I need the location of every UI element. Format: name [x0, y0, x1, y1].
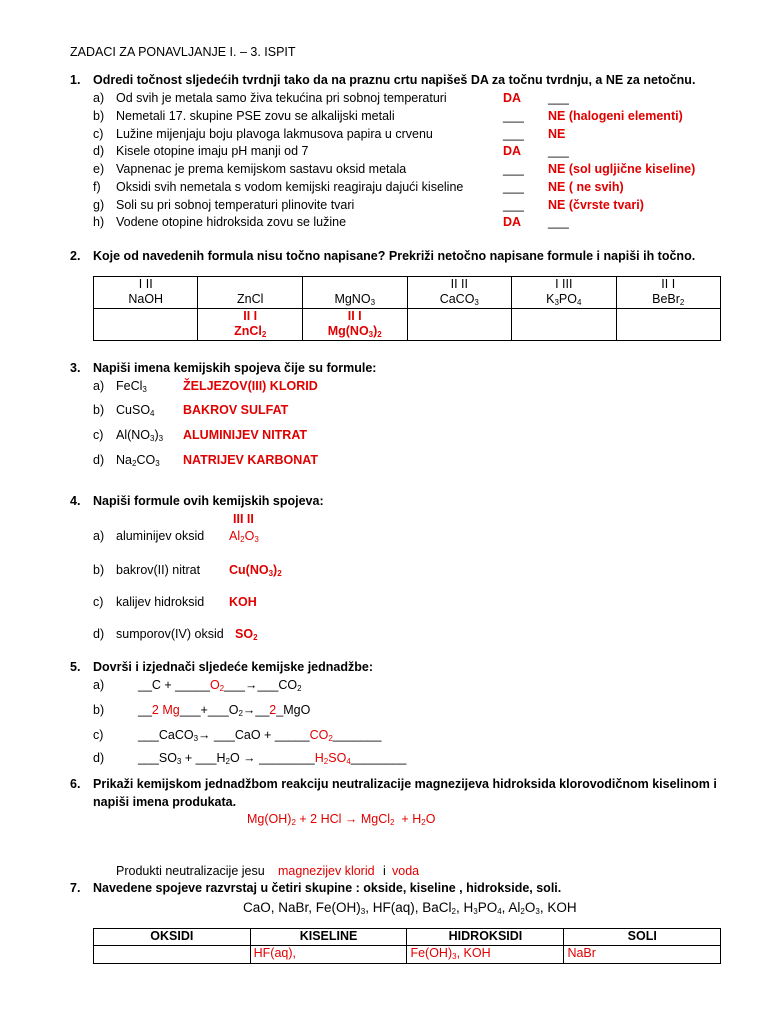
q1-answer-col1: DA: [503, 215, 522, 229]
q6-number: 6.: [70, 777, 81, 791]
page-title: ZADACI ZA PONAVLJANJE I. – 3. ISPIT: [70, 45, 296, 59]
q3-formula-d: $Na_2CO_3$: [116, 453, 160, 468]
header-soli: SOLI: [564, 929, 721, 946]
q3-answer-b: BAKROV SULFAT: [183, 403, 289, 417]
q1-answer-col2: NE: [548, 127, 566, 141]
q1-item-letter: f): [93, 180, 101, 194]
q4-answer-c: KOH: [229, 595, 257, 609]
q6-products-label: Produkti neutralizacije jesu: [116, 864, 265, 878]
header-hidroksidi: HIDROKSIDI: [407, 929, 564, 946]
answer-kiseline: HF(aq),: [250, 946, 407, 964]
classification-header-row: [94, 929, 721, 946]
q1-answer-col2: NE (halogeni elementi): [548, 109, 683, 123]
q1-answer-col2: NE ( ne svih): [548, 180, 624, 194]
q1-answer-col2: ___: [548, 215, 569, 229]
q3-answer-d: NATRIJEV KARBONAT: [183, 453, 318, 467]
q6-text-line1: Prikaži kemijskom jednadžbom reakciju neutralizacije magnezijeva hidroksida klorovodičnom kiselinom i: [93, 777, 717, 791]
q1-item-letter: e): [93, 162, 105, 176]
formula-cell-naoh: I II NaOH: [94, 277, 198, 309]
q4-item-a: aluminijev oksid: [116, 529, 205, 543]
q4-letter-d: d): [93, 627, 105, 641]
neutralization-equation: $Mg(OH)_2 + 2$ HCl → MgCl$_2$ + $H_2O$: [247, 812, 436, 827]
q5-text: Dovrši i izjednači sljedeće kemijske jednadžbe:: [93, 660, 373, 674]
q1-answer-col2: ___: [548, 144, 569, 158]
q4-valence-hint: III II: [233, 512, 254, 526]
q5-letter-d: d): [93, 751, 105, 765]
header-kiseline: KISELINE: [250, 929, 407, 946]
q1-answer-col2: NE (sol ugljične kiseline): [548, 162, 696, 176]
q2-number: 2.: [70, 249, 81, 263]
formula-cell-caco3: II II CaCO$_3$: [407, 277, 512, 309]
q4-letter-a: a): [93, 529, 105, 543]
q1-item-letter: h): [93, 215, 105, 229]
q3-letter-d: d): [93, 453, 105, 467]
q1-item-letter: c): [93, 127, 104, 141]
q1-item-letter: g): [93, 198, 105, 212]
q4-answer-d: $SO_2$: [235, 627, 258, 642]
q1-number: 1.: [70, 73, 81, 87]
q3-letter-a: a): [93, 379, 105, 393]
q1-answer-col1: DA: [503, 91, 522, 105]
formula-cell-bebr2: II I BeBr$_2$: [616, 277, 721, 309]
equation-a: __C + $\_\_\_\_\_O_2\_\_\_\to\_\_\_CO_2$: [138, 678, 302, 693]
q3-formula-a: FeCl$_3$: [116, 379, 147, 394]
q1-answer-col1: ___: [503, 162, 524, 176]
q7-compound-list: CaO, NaBr, $Fe(OH)_3$, HF(aq), BaCl$_2$, $H_3PO_4$, $Al_2O_3$, KOH: [243, 900, 577, 916]
q1-item-text: Kisele otopine imaju pH manji od 7: [116, 144, 309, 158]
q1-item-text: Vodene otopine hidroksida zovu se lužine: [116, 215, 347, 229]
q1-item-text: Soli su pri sobnoj temperaturi plinovite tvari: [116, 198, 355, 212]
q4-answer-b: $Cu(NO_3)_2$: [229, 563, 282, 578]
q4-letter-b: b): [93, 563, 105, 577]
q3-formula-c: $Al(NO_3)_3$: [116, 428, 164, 443]
q6-product2: voda: [392, 864, 420, 878]
q6-text-line2: napiši imena produkata.: [93, 795, 237, 809]
q4-number: 4.: [70, 494, 81, 508]
q4-text: Napiši formule ovih kemijskih spojeva:: [93, 494, 324, 508]
q1-item-text: Od svih je metala samo živa tekućina pri sobnoj temperaturi: [116, 91, 447, 105]
classification-table: [93, 928, 721, 964]
q3-number: 3.: [70, 361, 81, 375]
answer-hidroksidi: $Fe(OH)_3$, KOH: [407, 946, 564, 964]
q1-item-letter: d): [93, 144, 105, 158]
answer-cell-1: [94, 309, 198, 341]
answer-cell-6: [616, 309, 721, 341]
formula-cell-zncl: ZnCl: [198, 277, 302, 309]
q5-number: 5.: [70, 660, 81, 674]
q1-item-text: Oksidi svih nemetala s vodom kemijski reagiraju dajući kiseline: [116, 180, 464, 194]
q4-item-c: kalijev hidroksid: [116, 595, 205, 609]
q1-item-text: Nemetali 17. skupine PSE zovu se alkalijski metali: [116, 109, 395, 123]
q1-answer-col1: DA: [503, 144, 522, 158]
q4-item-b: bakrov(II) nitrat: [116, 563, 201, 577]
answer-cell-5: [512, 309, 616, 341]
q2-text: Koje od navedenih formula nisu točno napisane? Prekriži netočno napisane formule i napiši ih točno.: [93, 249, 696, 263]
answer-soli: NaBr: [564, 946, 721, 964]
answer-cell-zncl2: II I ZnCl$_2$: [198, 309, 302, 341]
q5-letter-a: a): [93, 678, 105, 692]
q3-letter-c: c): [93, 428, 104, 442]
answer-cell-4: [407, 309, 512, 341]
q4-letter-c: c): [93, 595, 104, 609]
q1-answer-col2: NE (čvrste tvari): [548, 198, 644, 212]
q5-letter-b: b): [93, 703, 105, 717]
q6-connector: i: [383, 864, 386, 878]
q1-answer-col1: ___: [503, 109, 524, 123]
q6-product1: magnezijev klorid: [278, 864, 375, 878]
q3-answer-a: ŽELJEZOV(III) KLORID: [183, 379, 318, 393]
formula-row: [94, 277, 721, 309]
header-oksidi: OKSIDI: [94, 929, 251, 946]
answer-cell-mgno32: II I $Mg(NO_3)_2$: [302, 309, 407, 341]
q1-item-text: Vapnenac je prema kemijskom sastavu oksid metala: [116, 162, 407, 176]
equation-c: ___CaCO$_3$→ ___CaO + $\_\_\_\_\_CO_2\_\_\_\_\_\_\_$: [138, 728, 382, 743]
q1-item-letter: a): [93, 91, 105, 105]
q3-letter-b: b): [93, 403, 105, 417]
q1-answer-col1: ___: [503, 180, 524, 194]
formula-cell-k3po4: I III $K_3PO_4$: [512, 277, 616, 309]
answer-oksidi: [94, 946, 251, 964]
formula-cell-mgno3: MgNO$_3$: [302, 277, 407, 309]
q1-answer-col1: ___: [503, 198, 524, 212]
q7-text: Navedene spojeve razvrstaj u četiri skupine : okside, kiseline , hidrokside, soli.: [93, 881, 562, 895]
q1-text: Odredi točnost sljedećih tvrdnji tako da na praznu crtu napišeš DA za točnu tvrdnju, a NE za netočnu.: [93, 73, 696, 87]
answer-row: [94, 309, 721, 341]
q4-item-d: sumporov(IV) oksid: [116, 627, 224, 641]
q1-answer-col1: ___: [503, 127, 524, 141]
q7-number: 7.: [70, 881, 81, 895]
q1-item-letter: b): [93, 109, 105, 123]
q3-text: Napiši imena kemijskih spojeva čije su formule:: [93, 361, 377, 375]
q1-item-text: Lužine mijenjaju boju plavoga lakmusova papira u crvenu: [116, 127, 433, 141]
q3-formula-b: CuSO$_4$: [116, 403, 155, 418]
equation-b: __2 $Mg\_\_\_+\_\_\_O_2\to\_\_2\_MgO$: [138, 703, 311, 718]
q3-answer-c: ALUMINIJEV NITRAT: [183, 428, 308, 442]
formula-table: [93, 276, 721, 341]
classification-answer-row: [94, 946, 721, 964]
equation-d: $\_\_\_SO_3$ + $\_\_\_H_2O$ → $\_\_\_\_\_\_\_\_H_2SO_4\_\_\_\_\_\_\_\_$: [138, 751, 407, 766]
q1-answer-col2: ___: [548, 91, 569, 105]
q4-answer-a: $Al_2O_3$: [229, 529, 259, 544]
q5-letter-c: c): [93, 728, 104, 742]
